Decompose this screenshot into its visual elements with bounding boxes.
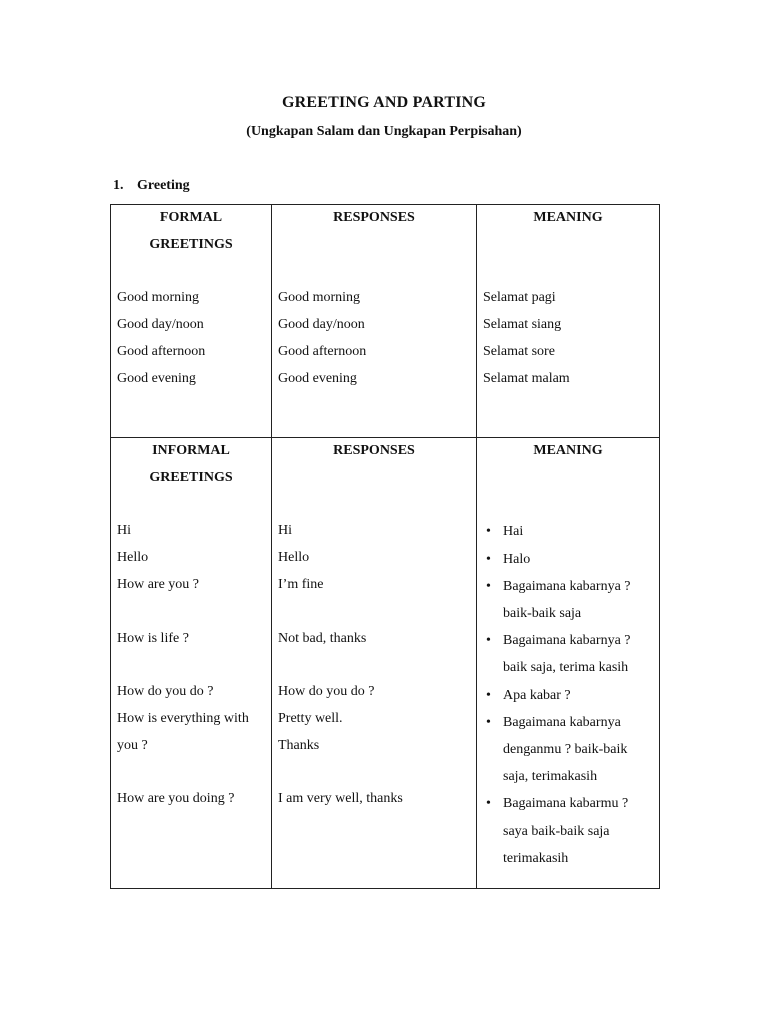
- greeting-item: Hello: [117, 550, 149, 566]
- informal-greetings-cell: [111, 438, 272, 889]
- informal-meaning-header: MEANING: [533, 443, 603, 458]
- formal-responses-cell: [272, 205, 477, 438]
- response-item: Thanks: [278, 737, 320, 753]
- greeting-item: Good evening: [117, 370, 196, 386]
- header-line: GREETINGS: [149, 469, 233, 485]
- informal-responses-cell: [272, 438, 477, 889]
- response-item: Good evening: [278, 370, 357, 386]
- meaning-list-item: • Hai: [483, 518, 653, 545]
- formal-greetings-header: [117, 205, 265, 259]
- greeting-item: How is everything with you ?: [117, 710, 249, 753]
- informal-greetings-header: [117, 438, 265, 492]
- meaning-list-item: • Halo: [483, 546, 653, 573]
- header-line: GREETINGS: [149, 236, 233, 252]
- greeting-item: How do you do ?: [117, 684, 214, 700]
- meaning-list-item: • Bagaimana kabarnya ? baik-baik saja: [483, 573, 653, 627]
- meaning-list-item: • Bagaimana kabarnya ? baik saja, terima kasih: [483, 627, 653, 681]
- section-title: Greeting: [137, 178, 190, 193]
- response-item: Hi: [278, 523, 292, 539]
- greeting-item: How is life ?: [117, 630, 189, 646]
- document-title: GREETING AND PARTING: [281, 94, 487, 111]
- informal-meaning-cell: [477, 438, 660, 889]
- formal-greetings-row: [111, 205, 660, 438]
- greeting-item: Good morning: [117, 290, 200, 306]
- informal-responses-header: RESPONSES: [333, 443, 415, 458]
- response-item: Good day/noon: [278, 317, 365, 333]
- section-heading: [113, 178, 190, 194]
- response-item: Good morning: [278, 290, 361, 306]
- response-item: How do you do ?: [278, 684, 375, 700]
- meaning-list-item: • Bagaimana kabarmu ? saya baik-baik saja terimakasih: [483, 790, 653, 872]
- formal-meaning-header: MEANING: [533, 210, 603, 225]
- meaning-item: Selamat sore: [483, 343, 555, 359]
- header-line: FORMAL: [159, 210, 223, 225]
- section-number: 1.: [113, 178, 124, 193]
- greeting-item: Good day/noon: [117, 317, 204, 333]
- formal-responses-header: RESPONSES: [333, 210, 415, 225]
- formal-greetings-cell: [111, 205, 272, 438]
- meaning-list-item: • Bagaimana kabarnya denganmu ? baik-baik saja, terimakasih: [483, 709, 653, 791]
- meaning-item: Selamat pagi: [483, 290, 556, 306]
- response-item: I’m fine: [278, 576, 324, 592]
- meaning-list: [483, 518, 653, 872]
- response-item: Not bad, thanks: [278, 630, 367, 646]
- greeting-table: [110, 204, 660, 889]
- response-item: Pretty well.: [278, 710, 343, 726]
- meaning-item: Selamat malam: [483, 370, 570, 386]
- greeting-item: How are you ?: [117, 576, 200, 592]
- greeting-item: Good afternoon: [117, 343, 206, 359]
- greeting-item: Hi: [117, 523, 131, 539]
- meaning-list-item: • Apa kabar ?: [483, 682, 653, 709]
- response-item: Hello: [278, 550, 310, 566]
- document-subtitle: (Ungkapan Salam dan Ungkapan Perpisahan): [246, 124, 522, 139]
- response-item: Good afternoon: [278, 343, 367, 359]
- response-item: I am very well, thanks: [278, 791, 403, 807]
- greeting-item: How are you doing ?: [117, 791, 235, 807]
- formal-meaning-cell: [477, 205, 660, 438]
- informal-greetings-row: [111, 438, 660, 889]
- meaning-item: Selamat siang: [483, 317, 562, 333]
- header-line: INFORMAL: [152, 443, 230, 458]
